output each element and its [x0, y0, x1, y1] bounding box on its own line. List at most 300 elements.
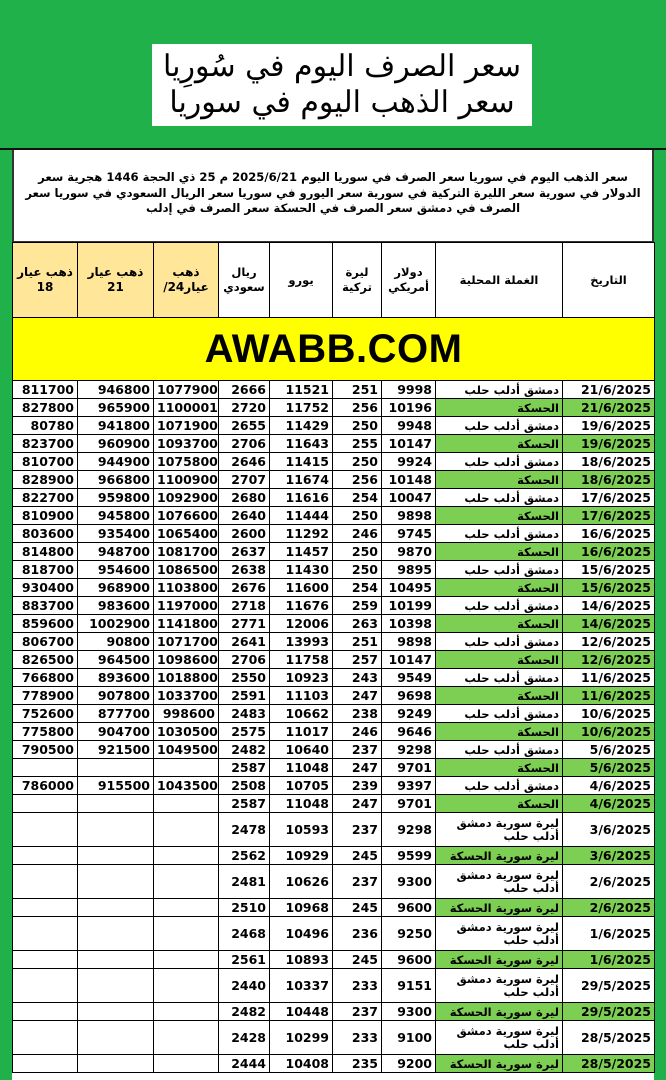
gold18-cell: 859600: [13, 615, 78, 633]
gold18-cell: 790500: [13, 741, 78, 759]
header-eur: يورو: [270, 243, 333, 318]
gold21-cell: [78, 969, 154, 1003]
currency-cell: الحسكة: [436, 723, 563, 741]
currency-cell: الحسكة: [436, 507, 563, 525]
site-banner: AWABB.COM: [13, 318, 655, 381]
sar-cell: 2468: [219, 917, 270, 951]
header-sar: ريال سعودي: [219, 243, 270, 318]
sar-cell: 2707: [219, 471, 270, 489]
currency-cell: دمشق أدلب حلب: [436, 597, 563, 615]
sar-cell: 2706: [219, 435, 270, 453]
gold18-cell: 766800: [13, 669, 78, 687]
usd-cell: 9298: [382, 741, 436, 759]
try-cell: 251: [333, 381, 382, 399]
eur-cell: 10408: [270, 1055, 333, 1073]
gold18-cell: [13, 951, 78, 969]
date-cell: 29/5/2025: [563, 969, 655, 1003]
date-cell: 4/6/2025: [563, 795, 655, 813]
eur-cell: 11292: [270, 525, 333, 543]
gold18-cell: 752600: [13, 705, 78, 723]
currency-cell: ليرة سورية دمشق أدلب حلب: [436, 1021, 563, 1055]
table-row: [13, 507, 655, 525]
eur-cell: 11616: [270, 489, 333, 507]
gold21-cell: 877700: [78, 705, 154, 723]
gold21-cell: 1002900: [78, 615, 154, 633]
try-cell: 251: [333, 633, 382, 651]
gold18-cell: 806700: [13, 633, 78, 651]
gold18-cell: [13, 865, 78, 899]
usd-cell: 9300: [382, 865, 436, 899]
sar-cell: 2482: [219, 1003, 270, 1021]
currency-cell: الحسكة: [436, 399, 563, 417]
header-currency: الغملة المحلية: [436, 243, 563, 318]
sar-cell: 2637: [219, 543, 270, 561]
sar-cell: 2478: [219, 813, 270, 847]
date-cell: 19/6/2025: [563, 417, 655, 435]
date-cell: 28/5/2025: [563, 1021, 655, 1055]
usd-cell: 9898: [382, 507, 436, 525]
date-cell: 2/6/2025: [563, 865, 655, 899]
gold21-cell: [78, 865, 154, 899]
currency-cell: دمشق أدلب حلب: [436, 489, 563, 507]
currency-cell: دمشق أدلب حلب: [436, 633, 563, 651]
eur-cell: 10705: [270, 777, 333, 795]
table-row: [13, 723, 655, 741]
gold24-cell: 1081700: [154, 543, 219, 561]
date-cell: 15/6/2025: [563, 579, 655, 597]
usd-cell: 9300: [382, 1003, 436, 1021]
table-row: [13, 917, 655, 951]
currency-cell: الحسكة: [436, 543, 563, 561]
eur-cell: 11429: [270, 417, 333, 435]
table-row: [13, 669, 655, 687]
gold24-cell: [154, 951, 219, 969]
date-cell: 11/6/2025: [563, 669, 655, 687]
date-cell: 15/6/2025: [563, 561, 655, 579]
date-cell: 14/6/2025: [563, 597, 655, 615]
try-cell: 237: [333, 1003, 382, 1021]
gold24-cell: 1197000: [154, 597, 219, 615]
sar-cell: 2706: [219, 651, 270, 669]
try-cell: 254: [333, 579, 382, 597]
try-cell: 235: [333, 1055, 382, 1073]
eur-cell: 11521: [270, 381, 333, 399]
table-row: [13, 795, 655, 813]
table-row: [13, 651, 655, 669]
gold24-cell: [154, 969, 219, 1003]
gold24-cell: [154, 813, 219, 847]
sar-cell: 2428: [219, 1021, 270, 1055]
try-cell: 236: [333, 917, 382, 951]
date-cell: 1/6/2025: [563, 951, 655, 969]
right-frame: [654, 150, 666, 1080]
gold24-cell: [154, 759, 219, 777]
header-gold24: ذهب عيار24/: [154, 243, 219, 318]
gold21-cell: 968900: [78, 579, 154, 597]
gold18-cell: [13, 1021, 78, 1055]
try-cell: 245: [333, 951, 382, 969]
gold24-cell: [154, 1021, 219, 1055]
usd-cell: 10196: [382, 399, 436, 417]
currency-cell: دمشق أدلب حلب: [436, 705, 563, 723]
gold21-cell: 946800: [78, 381, 154, 399]
gold21-cell: [78, 847, 154, 865]
currency-cell: دمشق أدلب حلب: [436, 381, 563, 399]
usd-cell: 9599: [382, 847, 436, 865]
gold18-cell: 826500: [13, 651, 78, 669]
sar-cell: 2482: [219, 741, 270, 759]
usd-cell: 10047: [382, 489, 436, 507]
left-frame: [0, 150, 12, 1080]
gold21-cell: 941800: [78, 417, 154, 435]
gold21-cell: [78, 795, 154, 813]
try-cell: 238: [333, 705, 382, 723]
table-row: [13, 435, 655, 453]
eur-cell: 10929: [270, 847, 333, 865]
try-cell: 246: [333, 525, 382, 543]
gold24-cell: [154, 1055, 219, 1073]
table-row: [13, 1055, 655, 1073]
currency-cell: ليرة سورية الحسكة: [436, 951, 563, 969]
currency-cell: دمشق أدلب حلب: [436, 741, 563, 759]
date-cell: 3/6/2025: [563, 813, 655, 847]
eur-cell: 11600: [270, 579, 333, 597]
usd-cell: 9397: [382, 777, 436, 795]
sar-cell: 2646: [219, 453, 270, 471]
sar-cell: 2720: [219, 399, 270, 417]
try-cell: 237: [333, 813, 382, 847]
eur-cell: 11415: [270, 453, 333, 471]
gold24-cell: 1098600: [154, 651, 219, 669]
gold24-cell: [154, 795, 219, 813]
gold21-cell: 904700: [78, 723, 154, 741]
date-cell: 5/6/2025: [563, 741, 655, 759]
try-cell: 256: [333, 471, 382, 489]
table-row: [13, 543, 655, 561]
eur-cell: 10640: [270, 741, 333, 759]
description-text: سعر الذهب اليوم في سوريا سعر الصرف في سوريا اليوم 2025/6/21 م 25 ذي الحجة 1446 هجرية سعر الدولار في سورية سعر الليرة التركية في سورية سعر اليورو في سوريا سعر الريال السعودي في سوريا سعر الصرف في دمشق سعر الصرف في الحسكة سعر الصرف في إدلب: [12, 150, 654, 242]
gold21-cell: [78, 813, 154, 847]
usd-cell: 9646: [382, 723, 436, 741]
sar-cell: 2508: [219, 777, 270, 795]
gold21-cell: 935400: [78, 525, 154, 543]
header-gold18: ذهب عيار 18: [13, 243, 78, 318]
usd-cell: 9701: [382, 759, 436, 777]
eur-cell: 10662: [270, 705, 333, 723]
usd-cell: 9898: [382, 633, 436, 651]
usd-cell: 9600: [382, 899, 436, 917]
gold24-cell: 1030500: [154, 723, 219, 741]
usd-cell: 9100: [382, 1021, 436, 1055]
eur-cell: 11457: [270, 543, 333, 561]
currency-cell: ليرة سورية دمشق أدلب حلب: [436, 969, 563, 1003]
gold21-cell: 960900: [78, 435, 154, 453]
gold24-cell: 1049500: [154, 741, 219, 759]
table-row: [13, 597, 655, 615]
currency-cell: الحسكة: [436, 579, 563, 597]
try-cell: 233: [333, 1021, 382, 1055]
table-row: [13, 1021, 655, 1055]
site-banner-row: [13, 318, 655, 381]
sar-cell: 2440: [219, 969, 270, 1003]
gold21-cell: 945800: [78, 507, 154, 525]
gold21-cell: [78, 759, 154, 777]
table-row: [13, 381, 655, 399]
gold18-cell: 822700: [13, 489, 78, 507]
table-row: [13, 417, 655, 435]
date-cell: 16/6/2025: [563, 525, 655, 543]
gold24-cell: 1018800: [154, 669, 219, 687]
gold18-cell: 818700: [13, 561, 78, 579]
gold21-cell: 915500: [78, 777, 154, 795]
try-cell: 245: [333, 899, 382, 917]
table-row: [13, 615, 655, 633]
gold18-cell: [13, 1003, 78, 1021]
eur-cell: 11017: [270, 723, 333, 741]
try-cell: 237: [333, 741, 382, 759]
sar-cell: 2641: [219, 633, 270, 651]
eur-cell: 11674: [270, 471, 333, 489]
gold24-cell: 1093700: [154, 435, 219, 453]
gold24-cell: 1071700: [154, 633, 219, 651]
gold24-cell: [154, 1003, 219, 1021]
try-cell: 259: [333, 597, 382, 615]
currency-cell: ليرة سورية دمشق أدلب حلب: [436, 865, 563, 899]
sar-cell: 2444: [219, 1055, 270, 1073]
date-cell: 17/6/2025: [563, 507, 655, 525]
currency-cell: ليرة سورية الحسكة: [436, 1003, 563, 1021]
gold21-cell: [78, 899, 154, 917]
gold24-cell: 998600: [154, 705, 219, 723]
header-try: ليرة تركية: [333, 243, 382, 318]
currency-cell: دمشق أدلب حلب: [436, 669, 563, 687]
currency-cell: الحسكة: [436, 759, 563, 777]
currency-cell: دمشق أدلب حلب: [436, 525, 563, 543]
date-cell: 2/6/2025: [563, 899, 655, 917]
currency-cell: ليرة سورية دمشق أدلب حلب: [436, 813, 563, 847]
gold24-cell: 1076600: [154, 507, 219, 525]
gold24-cell: 1092900: [154, 489, 219, 507]
try-cell: 246: [333, 723, 382, 741]
sar-cell: 2483: [219, 705, 270, 723]
try-cell: 250: [333, 417, 382, 435]
try-cell: 233: [333, 969, 382, 1003]
gold18-cell: 883700: [13, 597, 78, 615]
table-row: [13, 525, 655, 543]
gold24-cell: [154, 917, 219, 951]
currency-cell: ليرة سورية الحسكة: [436, 847, 563, 865]
try-cell: 263: [333, 615, 382, 633]
eur-cell: 11752: [270, 399, 333, 417]
gold21-cell: 983600: [78, 597, 154, 615]
usd-cell: 9250: [382, 917, 436, 951]
table-row: [13, 687, 655, 705]
table-row: [13, 633, 655, 651]
date-cell: 10/6/2025: [563, 705, 655, 723]
gold21-cell: [78, 917, 154, 951]
gold21-cell: 954600: [78, 561, 154, 579]
eur-cell: 10968: [270, 899, 333, 917]
date-cell: 17/6/2025: [563, 489, 655, 507]
try-cell: 256: [333, 399, 382, 417]
gold24-cell: [154, 865, 219, 899]
eur-cell: 11643: [270, 435, 333, 453]
gold18-cell: 827800: [13, 399, 78, 417]
eur-cell: 11048: [270, 759, 333, 777]
date-cell: 11/6/2025: [563, 687, 655, 705]
table-row: [13, 951, 655, 969]
table-row: [13, 847, 655, 865]
table-row: [13, 453, 655, 471]
gold18-cell: 823700: [13, 435, 78, 453]
date-cell: 10/6/2025: [563, 723, 655, 741]
gold18-cell: [13, 899, 78, 917]
page-subtitle: سعر الذهب اليوم في سوريا: [169, 85, 515, 120]
gold18-cell: [13, 795, 78, 813]
eur-cell: 10593: [270, 813, 333, 847]
table-row: [13, 777, 655, 795]
table-row: [13, 759, 655, 777]
table-row: [13, 489, 655, 507]
gold24-cell: 1071900: [154, 417, 219, 435]
date-cell: 3/6/2025: [563, 847, 655, 865]
gold24-cell: [154, 899, 219, 917]
gold18-cell: [13, 969, 78, 1003]
try-cell: 247: [333, 759, 382, 777]
eur-cell: 10299: [270, 1021, 333, 1055]
sar-cell: 2587: [219, 795, 270, 813]
gold21-cell: [78, 1055, 154, 1073]
table-row: [13, 1003, 655, 1021]
gold18-cell: 810900: [13, 507, 78, 525]
currency-cell: دمشق أدلب حلب: [436, 777, 563, 795]
gold21-cell: 959800: [78, 489, 154, 507]
usd-cell: 9870: [382, 543, 436, 561]
table-row: [13, 969, 655, 1003]
gold18-cell: [13, 847, 78, 865]
usd-cell: 10148: [382, 471, 436, 489]
currency-cell: ليرة سورية دمشق أدلب حلب: [436, 917, 563, 951]
gold18-cell: 814800: [13, 543, 78, 561]
gold18-cell: 778900: [13, 687, 78, 705]
usd-cell: 9998: [382, 381, 436, 399]
sar-cell: 2510: [219, 899, 270, 917]
currency-cell: ليرة سورية الحسكة: [436, 1055, 563, 1073]
currency-cell: الحسكة: [436, 795, 563, 813]
sar-cell: 2587: [219, 759, 270, 777]
try-cell: 250: [333, 543, 382, 561]
title-box: [152, 44, 532, 126]
gold24-cell: 1100900: [154, 471, 219, 489]
gold24-cell: [154, 847, 219, 865]
gold21-cell: 921500: [78, 741, 154, 759]
eur-cell: 11048: [270, 795, 333, 813]
eur-cell: 11430: [270, 561, 333, 579]
table-row: [13, 705, 655, 723]
usd-cell: 10199: [382, 597, 436, 615]
table-row: [13, 813, 655, 847]
gold21-cell: 965900: [78, 399, 154, 417]
gold21-cell: 966800: [78, 471, 154, 489]
date-cell: 16/6/2025: [563, 543, 655, 561]
gold21-cell: 948700: [78, 543, 154, 561]
gold24-cell: 1103800: [154, 579, 219, 597]
sar-cell: 2676: [219, 579, 270, 597]
gold24-cell: 1141800: [154, 615, 219, 633]
date-cell: 18/6/2025: [563, 453, 655, 471]
eur-cell: 10626: [270, 865, 333, 899]
sar-cell: 2562: [219, 847, 270, 865]
sar-cell: 2655: [219, 417, 270, 435]
usd-cell: 9698: [382, 687, 436, 705]
sar-cell: 2561: [219, 951, 270, 969]
gold18-cell: [13, 1055, 78, 1073]
usd-cell: 9151: [382, 969, 436, 1003]
gold21-cell: 893600: [78, 669, 154, 687]
sar-cell: 2718: [219, 597, 270, 615]
usd-cell: 9745: [382, 525, 436, 543]
try-cell: 247: [333, 795, 382, 813]
sar-cell: 2600: [219, 525, 270, 543]
eur-cell: 10448: [270, 1003, 333, 1021]
usd-cell: 9924: [382, 453, 436, 471]
eur-cell: 12006: [270, 615, 333, 633]
eur-cell: 10496: [270, 917, 333, 951]
try-cell: 254: [333, 489, 382, 507]
try-cell: 257: [333, 651, 382, 669]
gold21-cell: [78, 1021, 154, 1055]
gold24-cell: 1075800: [154, 453, 219, 471]
usd-cell: 10147: [382, 435, 436, 453]
sar-cell: 2680: [219, 489, 270, 507]
date-cell: 21/6/2025: [563, 399, 655, 417]
table-row: [13, 399, 655, 417]
currency-cell: الحسكة: [436, 687, 563, 705]
date-cell: 14/6/2025: [563, 615, 655, 633]
eur-cell: 11444: [270, 507, 333, 525]
header-usd: دولار أمريكي: [382, 243, 436, 318]
eur-cell: 11758: [270, 651, 333, 669]
gold18-cell: 803600: [13, 525, 78, 543]
gold21-cell: 907800: [78, 687, 154, 705]
try-cell: 250: [333, 561, 382, 579]
gold18-cell: [13, 917, 78, 951]
date-cell: 19/6/2025: [563, 435, 655, 453]
try-cell: 255: [333, 435, 382, 453]
table-row: [13, 471, 655, 489]
rates-table: [12, 242, 655, 1073]
page-title: سعر الصرف اليوم في سُورِيا: [162, 49, 521, 84]
usd-cell: 9200: [382, 1055, 436, 1073]
try-cell: 247: [333, 687, 382, 705]
currency-cell: ليرة سورية الحسكة: [436, 899, 563, 917]
try-cell: 237: [333, 865, 382, 899]
date-cell: 4/6/2025: [563, 777, 655, 795]
table-row: [13, 579, 655, 597]
gold21-cell: [78, 1003, 154, 1021]
sar-cell: 2575: [219, 723, 270, 741]
gold18-cell: [13, 759, 78, 777]
gold24-cell: 1077900: [154, 381, 219, 399]
gold21-cell: 944900: [78, 453, 154, 471]
eur-cell: 10337: [270, 969, 333, 1003]
try-cell: 250: [333, 453, 382, 471]
gold21-cell: 964500: [78, 651, 154, 669]
table-header: [13, 243, 655, 318]
gold24-cell: 1086500: [154, 561, 219, 579]
sar-cell: 2638: [219, 561, 270, 579]
date-cell: 18/6/2025: [563, 471, 655, 489]
